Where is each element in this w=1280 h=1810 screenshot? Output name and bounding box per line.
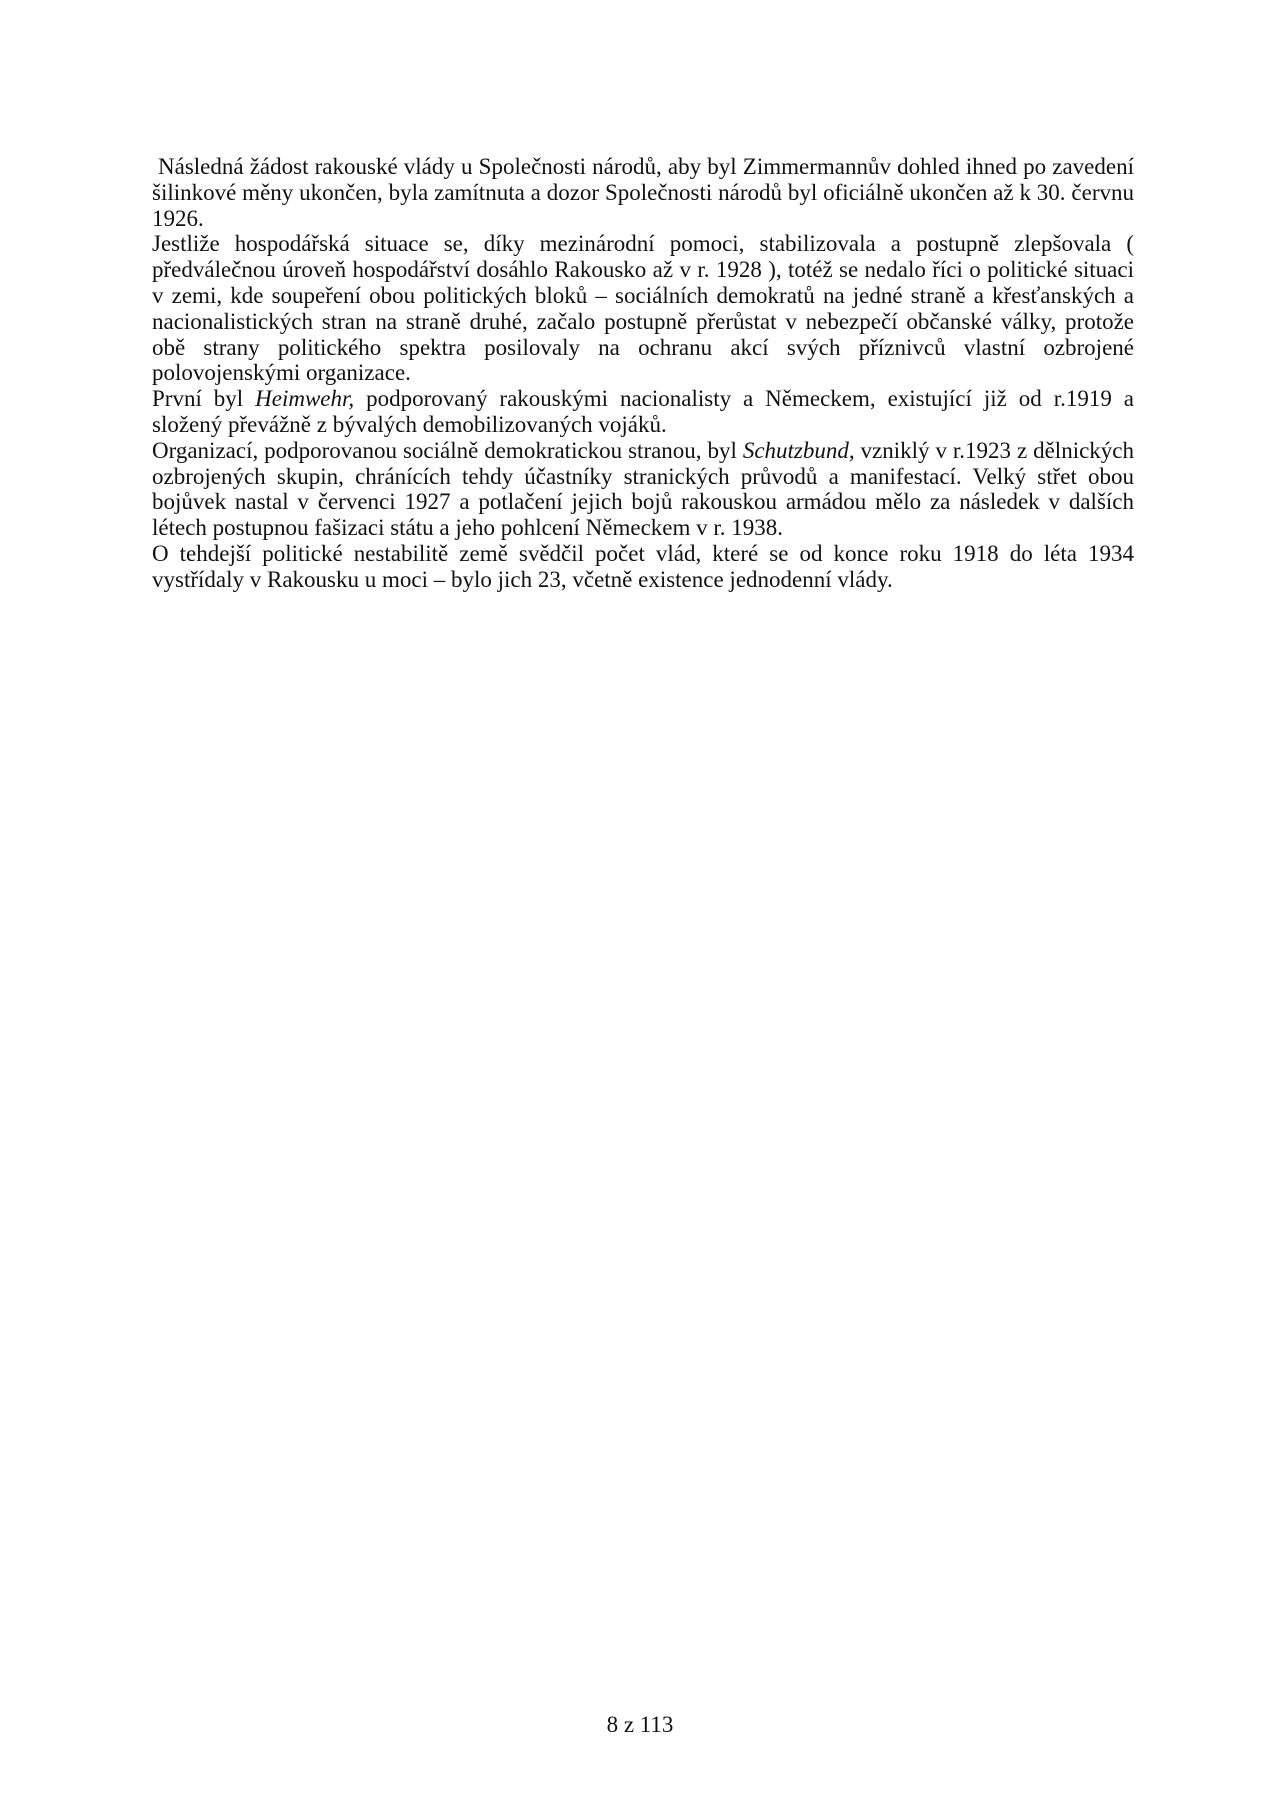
page-number: 8 z 113: [606, 1712, 674, 1737]
paragraph-political-situation: Jestliže hospodářská situace se, díky mezinárodní pomoci, stabilizovala a postupně zlepšovala ( předválečnou úroveň hospodářství dosáhlo Rakousko až v r. 1928 ), totéž se nedalo říci o politické situaci v zemi, kde soupeření obou politických bloků – sociálních demokratů na jedné straně a křesťanských a nacionalistických stran na straně druhé, začalo postupně přerůstat v nebezpečí občanské války, protože obě strany politického spektra posilovaly na ochranu akcí svých příznivců vlastní ozbrojené polovojenskými organizace.: [152, 231, 1134, 386]
paragraph-heimwehr: [152, 386, 1134, 438]
paragraph-league-of-nations: Následná žádost rakouské vlády u Společnosti národů, aby byl Zimmermannův dohled ihned po zavedení šilinkové měny ukončen, byla zamítnuta a dozor Společnosti národů byl oficiálně ukončen až k 30. červnu 1926.: [152, 154, 1134, 231]
heimwehr-term: Heimwehr,: [255, 386, 355, 412]
paragraph-heimwehr-text-after: podporovaný rakouskými nacionalisty a Německem, existující již od r.1919 a složený převážně z bývalých demobilizovaných vojáků.: [152, 386, 1134, 437]
paragraph-schutzbund-text-before: Organizací, podporovanou sociálně demokratickou stranou, byl: [152, 437, 743, 463]
schutzbund-term: Schutzbund,: [742, 437, 855, 463]
body-text: [152, 154, 1134, 593]
paragraph-schutzbund: [152, 438, 1134, 541]
paragraph-heimwehr-text-before: První byl: [152, 386, 256, 412]
paragraph-schutzbund-text-after: vzniklý v r.1923 z dělnických ozbrojených skupin, chránících tehdy účastníky stranických průvodů a manifestací. Velký střet obou bojůvek nastal v červenci 1927 a potlačení jejich bojů rakouskou armádou mělo za následek v dalších létech postupnou fašizaci státu a jeho pohlcení Německem v r. 1938.: [152, 437, 1134, 541]
paragraph-government-instability: O tehdejší politické nestabilitě země svědčil počet vlád, které se od konce roku 1918 do léta 1934 vystřídaly v Rakousku u moci – bylo jich 23, včetně existence jednodenní vlády.: [152, 540, 1134, 592]
